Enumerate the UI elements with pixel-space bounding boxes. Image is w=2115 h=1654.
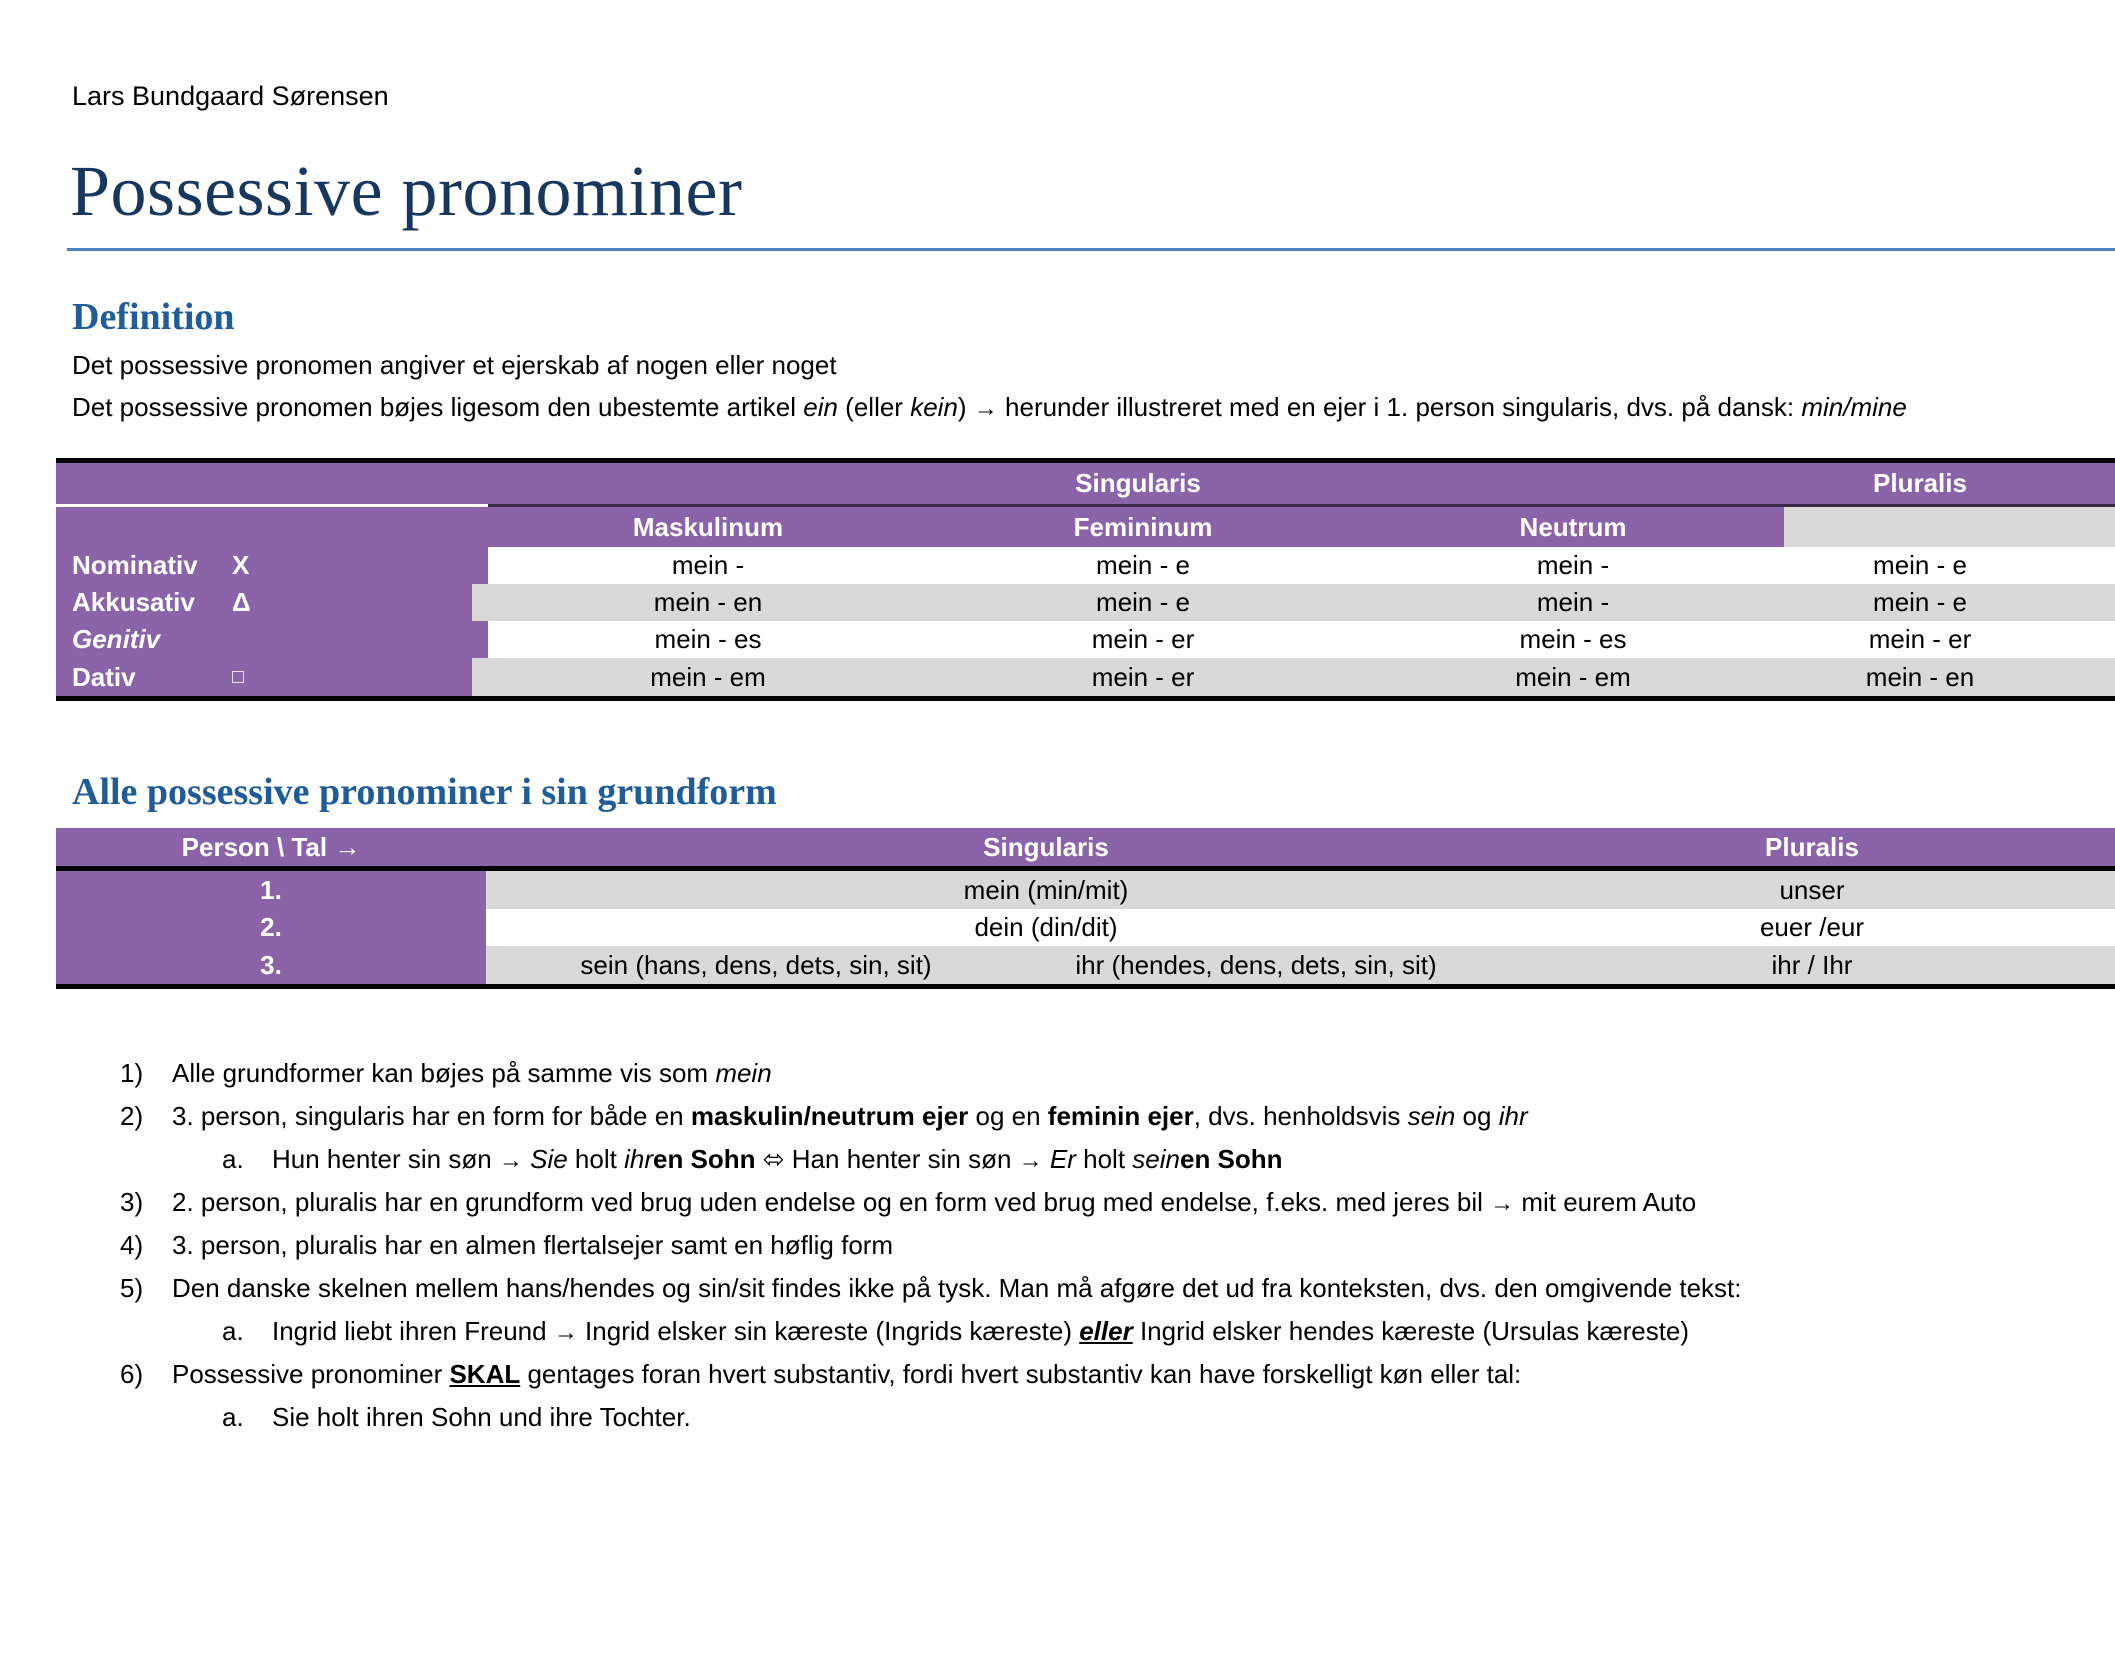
table-cell: mein - er [928,621,1358,658]
table-cell: mein - em [488,658,928,696]
table-cell: mein - en [488,584,928,621]
arrow-right-icon: → [973,395,998,422]
case-symbol: X [232,550,250,580]
page-title: Possessive pronominer [70,151,743,231]
table-cell: mein - [1358,584,1788,621]
arrow-right-icon: → [1018,1147,1043,1174]
table-header-row [56,828,2115,866]
header-singularis: Singularis [486,828,1606,866]
table-row [56,621,2115,658]
table-cell: mein - e [928,584,1358,621]
table-cell: dein (din/dit) [486,909,1606,946]
case-label: Genitiv [72,624,161,654]
definition-heading: Definition [72,296,235,338]
case-label: Akkusativ [72,587,195,617]
title-underline [67,248,2115,251]
header-person-tal: Person \ Tal → [56,828,486,866]
table-cell: unser [1556,871,2068,909]
table-cell: sein (hans, dens, dets, sin, sit) [486,946,1026,984]
table-row [56,909,2115,946]
person-cell: 3. [56,946,486,984]
grundform-table [56,828,2115,990]
table-cell: mein - es [488,621,928,658]
table-cell: ihr (hendes, dens, dets, sin, sit) [986,946,1526,984]
table-cell: mein - e [1788,547,2052,584]
case-symbol: Δ [232,587,251,617]
header-femininum: Femininum [928,507,1358,547]
table-cell: mein - em [1358,658,1788,696]
arrow-right-icon: → [1490,1190,1515,1217]
case-label: Nominativ [72,550,198,580]
table-row [56,584,2115,621]
arrow-right-icon: → [498,1147,523,1174]
table-row [56,871,2115,909]
header-pluralis: Pluralis [1556,828,2068,866]
declension-table [56,458,2115,701]
header-pluralis: Pluralis [1788,463,2052,504]
definition-line-2: Det possessive pronomen bøjes ligesom den ubestemte artikel ein (eller kein) → herunder illustreret med en ejer i 1. person singularis, dvs. på dansk: min/mine [72,392,1907,422]
table-cell: mein - [488,547,928,584]
definition-line-1: Det possessive pronomen angiver et ejerskab af nogen eller noget [72,350,837,380]
table-row [56,658,2115,696]
table-row [56,547,2115,584]
header-singularis: Singularis [488,463,1788,504]
header-neutrum: Neutrum [1358,507,1788,547]
table-cell: mein - e [928,547,1358,584]
author-name: Lars Bundgaard Sørensen [72,81,389,111]
case-label: Dativ [72,661,136,692]
table-cell: euer /eur [1556,909,2068,946]
table-cell: mein - e [1788,584,2052,621]
table-cell: ihr / Ihr [1556,946,2068,984]
table-cell: mein - [1358,547,1788,584]
header-maskulinum: Maskulinum [488,507,928,547]
person-cell: 2. [56,909,486,946]
table-cell: mein - es [1358,621,1788,658]
table-gender-row [56,507,2115,547]
table-cell: mein - er [1788,621,2052,658]
case-symbol: □ [232,665,245,688]
section-heading-grundform: Alle possessive pronominer i sin grundform [72,771,777,813]
table-cell: mein (min/mit) [486,871,1606,909]
arrow-right-icon: → [334,831,361,862]
table-header-row [56,463,2115,504]
arrow-right-icon: → [553,1319,578,1346]
table-cell: mein - er [928,658,1358,696]
person-cell: 1. [56,871,486,909]
table-cell: mein - en [1788,658,2052,696]
table-row [56,946,2115,984]
table-bottom-rule [56,696,2115,701]
table-bottom-rule [56,984,2115,989]
